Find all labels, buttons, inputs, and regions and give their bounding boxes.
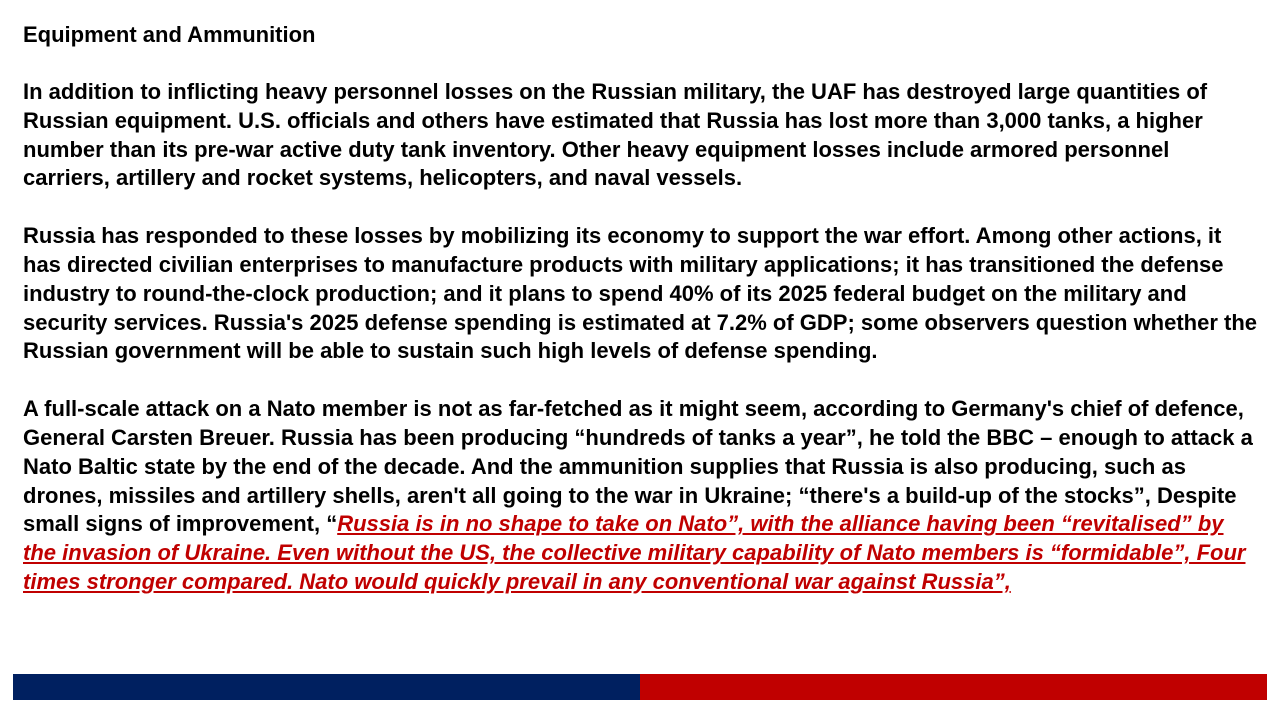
- slide-content: [23, 20, 1259, 597]
- nato-threat-text: A full-scale attack on a Nato member is not as far-fetched as it might seem, according to Germany's chief of defence, General Carsten Breuer. Russia has been producing “hundreds of tanks a year”, he told the BBC – enough to attack a Nato Baltic state by the end of the decade. And the ammunition supplies that Russia is also producing, such as drones, missiles and artillery shells, aren't all going to the war in Ukraine; “there's a build-up of the stocks”, Despite small signs of improvement, “: [23, 396, 1253, 537]
- paragraph-economic-mobilization: Russia has responded to these losses by mobilizing its economy to support the war effort. Among other actions, it has directed civilian enterprises to manufacture products with military applications; it has transitioned the defense industry to round-the-clock production; and it plans to spend 40% of its 2025 federal budget on the military and security services. Russia's 2025 defense spending is estimated at 7.2% of GDP; some observers question whether the Russian government will be able to sustain such high levels of defense spending.: [23, 223, 1258, 364]
- slide-title: Equipment and Ammunition: [23, 22, 316, 47]
- highlighted-quote: Russia is in no shape to take on Nato”, with the alliance having been “revitalised” by the invasion of Ukraine. Even without the US, the collective military capability of Nato members is “formidable”, Four times stronger compared. Nato would quickly prevail in any conventional war against Russia”,: [23, 511, 1246, 594]
- paragraph-nato-threat: [23, 395, 1259, 597]
- paragraph-equipment-losses: In addition to inflicting heavy personnel losses on the Russian military, the UAF has destroyed large quantities of Russian equipment. U.S. officials and others have estimated that Russia has lost more than 3,000 tanks, a higher number than its pre-war active duty tank inventory. Other heavy equipment losses include armored personnel carriers, artillery and rocket systems, helicopters, and naval vessels.: [23, 79, 1208, 191]
- footer-bar-blue: [13, 674, 640, 700]
- footer-bar-red: [640, 674, 1267, 700]
